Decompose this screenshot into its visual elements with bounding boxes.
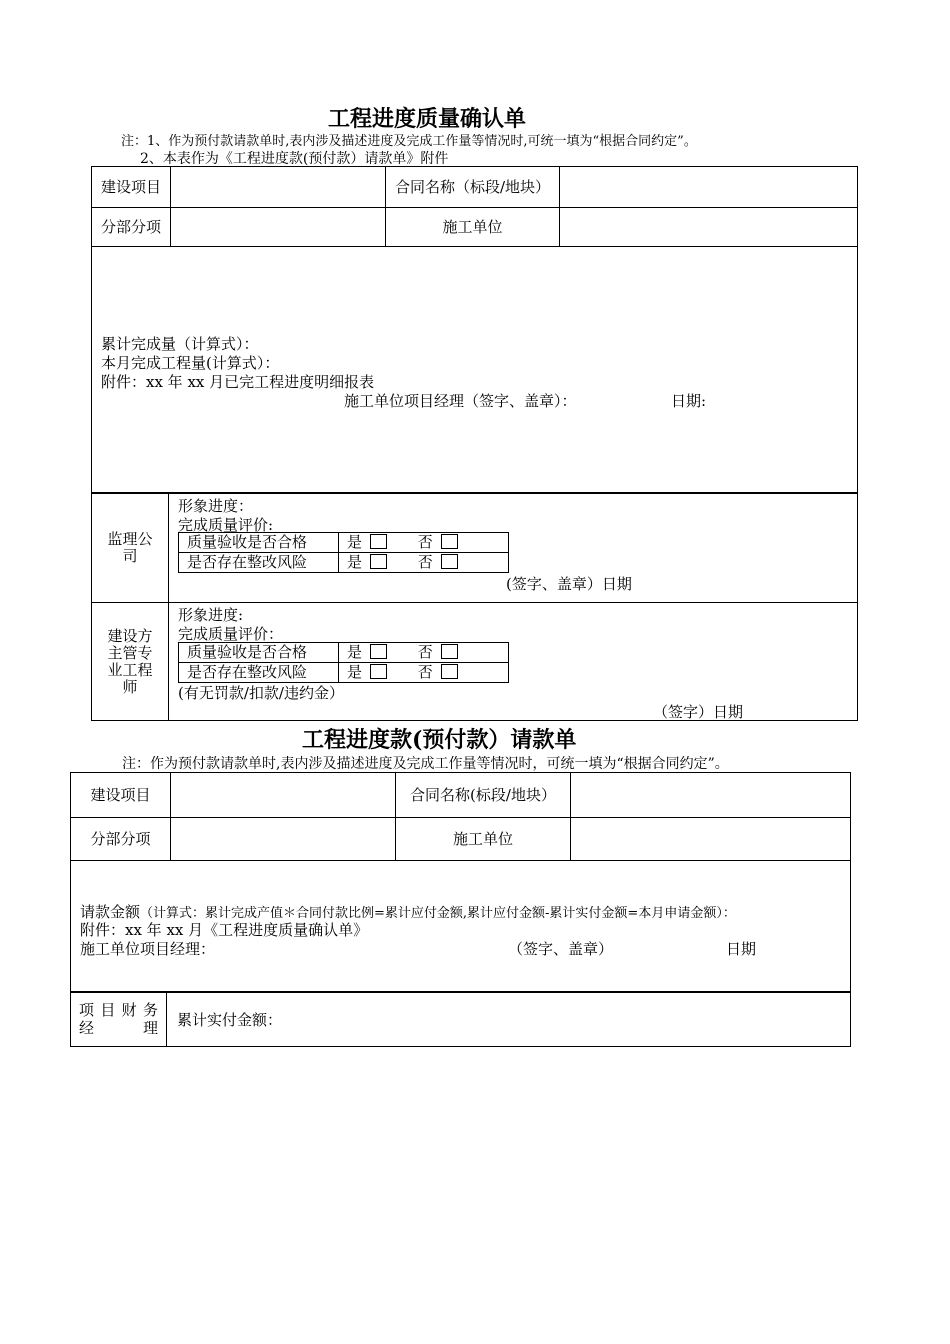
form1-subitem-label: 分部分项 <box>92 208 171 247</box>
form2-table <box>70 772 851 993</box>
form1-project-field[interactable] <box>171 167 386 208</box>
supervisor-checklist <box>178 532 509 573</box>
form2-attachment: 附件：xx 年 xx 月《工程进度质量确认单》 <box>80 921 369 939</box>
form1-project-label: 建设项目 <box>92 167 171 208</box>
form1-review-table <box>91 492 858 721</box>
owner-q1-yes-label: 是 <box>347 643 363 661</box>
form2-amount-label: 请款金额 <box>80 903 141 921</box>
form2-title: 工程进度款(预付款）请款单 <box>302 727 577 753</box>
form1-title: 工程进度质量确认单 <box>328 106 527 132</box>
form1-subitem-field[interactable] <box>171 208 386 247</box>
owner-q1-options <box>339 643 509 663</box>
finance-paid-cell[interactable] <box>167 992 851 1047</box>
finance-label: 项 目 财 务 经理 <box>71 992 167 1047</box>
form2-sign: （签字、盖章） <box>508 940 614 958</box>
supervisor-quality: 完成质量评价: <box>178 516 274 534</box>
supervisor-q1-yes-checkbox[interactable] <box>370 534 387 549</box>
form2-subitem-field[interactable] <box>171 818 396 861</box>
owner-progress: 形象进度: <box>178 606 244 624</box>
owner-quality: 完成质量评价： <box>178 625 284 643</box>
supervisor-cell[interactable] <box>169 493 858 603</box>
form2-subitem-label: 分部分项 <box>71 818 171 861</box>
form1-date: 日期: <box>671 392 707 410</box>
form1-cumulative: 累计完成量（计算式）： <box>101 335 259 353</box>
owner-q1-yes-checkbox[interactable] <box>370 644 387 659</box>
form1-contractor-label: 施工单位 <box>386 208 560 247</box>
owner-q2-label: 是否存在整改风险 <box>179 663 339 683</box>
form1-note-2: 2、本表作为《工程进度款(预付款）请款单》附件 <box>140 151 449 167</box>
form1-attachment: 附件：xx 年 xx 月已完工程进度明细报表 <box>101 373 375 391</box>
form2-date: 日期 <box>726 940 757 958</box>
form2-note: 注：作为预付款请款单时,表内涉及描述进度及完成工作量等情况时，可统一填为“根据合同约定”。 <box>122 756 729 772</box>
form1-contract-field[interactable] <box>560 167 858 208</box>
supervisor-q1-no-checkbox[interactable] <box>441 534 458 549</box>
form2-body-cell[interactable] <box>71 861 851 993</box>
form1-contractor-field[interactable] <box>560 208 858 247</box>
form2-amount-formula: （计算式：累计完成产值＊合同付款比例=累计应付金额,累计应付金额-累计实付金额=本月申请金额）： <box>140 906 736 921</box>
supervisor-q1-options <box>339 533 509 553</box>
form1-body-cell[interactable] <box>92 247 858 494</box>
supervisor-q2-no-label: 否 <box>417 553 433 571</box>
supervisor-q1-label: 质量验收是否合格 <box>179 533 339 553</box>
owner-q1-no-label: 否 <box>417 643 433 661</box>
owner-cell[interactable] <box>169 603 858 721</box>
form2-contract-field[interactable] <box>571 773 851 818</box>
owner-label: 建设方主管专业工程师 <box>92 603 169 721</box>
supervisor-q2-yes-label: 是 <box>347 553 363 571</box>
owner-q2-yes-label: 是 <box>347 663 363 681</box>
form1-table <box>91 166 858 494</box>
form1-signer: 施工单位项目经理（签字、盖章）： <box>344 392 577 410</box>
form2-contractor-label: 施工单位 <box>396 818 571 861</box>
supervisor-q2-label: 是否存在整改风险 <box>179 553 339 573</box>
supervisor-q2-options <box>339 553 509 573</box>
form2-manager: 施工单位项目经理： <box>80 940 216 958</box>
owner-q1-no-checkbox[interactable] <box>441 644 458 659</box>
supervisor-q1-no-label: 否 <box>417 533 433 551</box>
owner-q2-options <box>339 663 509 683</box>
form1-contract-label: 合同名称（标段/地块） <box>386 167 560 208</box>
supervisor-progress: 形象进度： <box>178 497 254 515</box>
supervisor-q2-yes-checkbox[interactable] <box>370 554 387 569</box>
finance-paid-label: 累计实付金额： <box>177 1010 283 1029</box>
form1-note-1: 注：1、作为预付款请款单时,表内涉及描述进度及完成工作量等情况时,可统一填为“根据合同约定”。 <box>121 134 697 149</box>
form2-project-label: 建设项目 <box>71 773 171 818</box>
form2-finance-table <box>70 991 851 1047</box>
form1-monthly: 本月完成工程量(计算式）： <box>101 354 280 372</box>
owner-q2-no-label: 否 <box>417 663 433 681</box>
owner-q2-yes-checkbox[interactable] <box>370 664 387 679</box>
form2-project-field[interactable] <box>171 773 396 818</box>
owner-penalty: (有无罚款/扣款/违约金） <box>178 684 344 702</box>
owner-checklist <box>178 642 509 683</box>
owner-q2-no-checkbox[interactable] <box>441 664 458 679</box>
supervisor-q2-no-checkbox[interactable] <box>441 554 458 569</box>
owner-sign: （签字）日期 <box>653 703 744 721</box>
form2-contract-label: 合同名称(标段/地块） <box>396 773 571 818</box>
form2-contractor-field[interactable] <box>571 818 851 861</box>
supervisor-q1-yes-label: 是 <box>347 533 363 551</box>
owner-q1-label: 质量验收是否合格 <box>179 643 339 663</box>
supervisor-label: 监理公司 <box>92 493 169 603</box>
supervisor-sign: (签字、盖章）日期 <box>506 575 632 593</box>
